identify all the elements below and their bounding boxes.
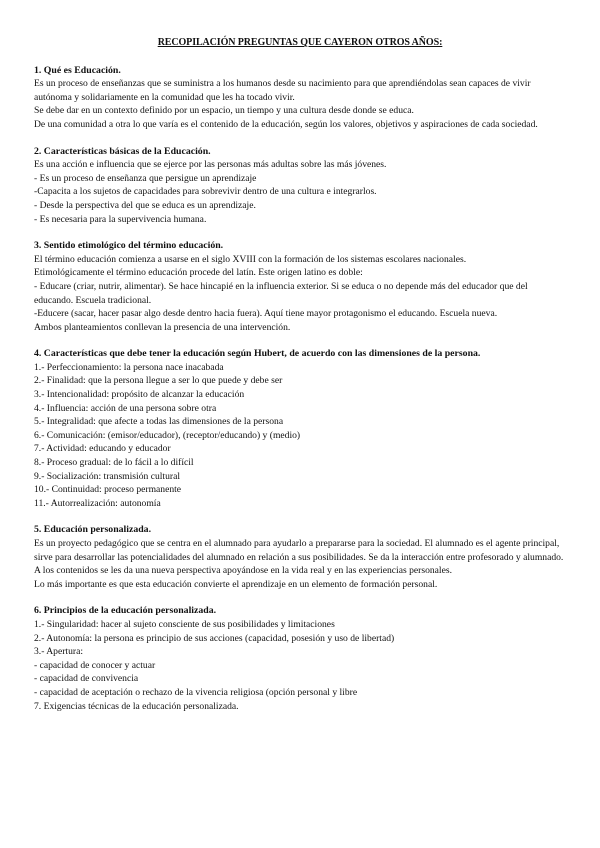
list-item: - capacidad de aceptación o rechazo de la vivencia religiosa (opción personal y libre: [34, 686, 358, 698]
section-5: [34, 523, 566, 591]
list-item: 2.- Finalidad: que la persona llegue a ser lo que puede y debe ser: [34, 375, 283, 387]
list-item: - capacidad de convivencia: [34, 673, 139, 685]
paragraph: El término educación comienza a usarse en el siglo XVIII con la formación de los sistemas escolares nacionales.: [34, 253, 467, 265]
list-item: 11.- Autorrealización: autonomía: [34, 497, 161, 509]
section-2: [34, 145, 566, 227]
list-item: 7.- Actividad: educando y educador: [34, 443, 171, 455]
section-3: [34, 239, 566, 334]
paragraph: Lo más importante es que esta educación convierte el aprendizaje en un elemento de formación personal.: [34, 578, 438, 590]
list-item: 2.- Autonomía: la persona es principio de sus acciones (capacidad, posesión y uso de libertad): [34, 632, 395, 644]
list-item: -Educere (sacar, hacer pasar algo desde dentro hacia fuera). Aquí tiene mayor protagonismo el educando. Escuela nueva.: [34, 308, 498, 320]
paragraph: Ambos planteamientos conllevan la presencia de una intervención.: [34, 321, 291, 333]
list-item: -Capacita a los sujetos de capacidades para sobrevivir dentro de una cultura e integrarlos.: [34, 186, 377, 198]
section-heading: 6. Principios de la educación personalizada.: [34, 605, 217, 617]
list-item: - Educare (criar, nutrir, alimentar). Se hace hincapié en la influencia exterior. Si se educa o no depende más del educador que del educando. Escuela tradicional.: [34, 280, 528, 306]
section-heading: 2. Características básicas de la Educación.: [34, 145, 211, 157]
paragraph: Es una acción e influencia que se ejerce por las personas más adultas sobre las más jóvenes.: [34, 159, 387, 171]
list-item: 3.- Intencionalidad: propósito de alcanzar la educación: [34, 389, 245, 401]
list-item: 5.- Integralidad: que afecte a todas las dimensiones de la persona: [34, 416, 284, 428]
section-heading: 5. Educación personalizada.: [34, 524, 152, 536]
list-item: - capacidad de conocer y actuar: [34, 659, 156, 671]
section-6: [34, 604, 566, 713]
section-heading: 3. Sentido etimológico del término educación.: [34, 240, 224, 252]
list-item: - Es necesaria para la supervivencia humana.: [34, 213, 207, 225]
list-item: - Es un proceso de enseñanza que persigue un aprendizaje: [34, 172, 257, 184]
list-item: 1.- Perfeccionamiento: la persona nace inacabada: [34, 361, 224, 373]
section-4: [34, 347, 566, 510]
section-1: [34, 64, 566, 132]
list-item: 4.- Influencia: acción de una persona sobre otra: [34, 402, 217, 414]
document-title: RECOPILACIÓN PREGUNTAS QUE CAYERON OTROS AÑOS:: [157, 37, 443, 48]
paragraph: Etimológicamente el término educación procede del latín. Este origen latino es doble:: [34, 267, 363, 279]
section-heading: 1. Qué es Educación.: [34, 64, 121, 76]
list-item: 6.- Comunicación: (emisor/educador), (receptor/educando) y (medio): [34, 429, 301, 441]
paragraph: Es un proceso de enseñanzas que se suministra a los humanos desde su nacimiento para que aprendiéndolas sean capaces de vivir autónoma y solidariamente en la comunidad que les ha tocado vivir.: [34, 78, 531, 103]
list-item: 1.- Singularidad: hacer al sujeto consciente de sus posibilidades y limitaciones: [34, 618, 335, 630]
list-item: 3.- Apertura:: [34, 646, 84, 658]
section-heading: 4. Características que debe tener la educación según Hubert, de acuerdo con las dimensiones de la persona.: [34, 348, 481, 360]
paragraph: De una comunidad a otra lo que varía es el contenido de la educación, según los valores, objetivos y aspiraciones de cada sociedad.: [34, 118, 538, 130]
list-item: 7. Exigencias técnicas de la educación personalizada.: [34, 700, 239, 712]
list-item: 9.- Socialización: transmisión cultural: [34, 470, 181, 482]
list-item: 10.- Continuidad: proceso permanente: [34, 484, 182, 496]
paragraph: Es un proyecto pedagógico que se centra en el alumnado para ayudarlo a prepararse para la sociedad. El alumnado es el agente principal, sirve para desarrollar las potencialidades del alumnado en relación a sus posibilidades. Se da la interacción entre profesorado y alumnado. A los contenidos se les da una nueva perspectiva apoyándose en la vida real y en las experiencias personales.: [34, 538, 564, 577]
list-item: - Desde la perspectiva del que se educa es un aprendizaje.: [34, 199, 256, 211]
paragraph: Se debe dar en un contexto definido por un espacio, un tiempo y una cultura desde donde se educa.: [34, 105, 414, 117]
list-item: 8.- Proceso gradual: de lo fácil a lo difícil: [34, 457, 194, 469]
